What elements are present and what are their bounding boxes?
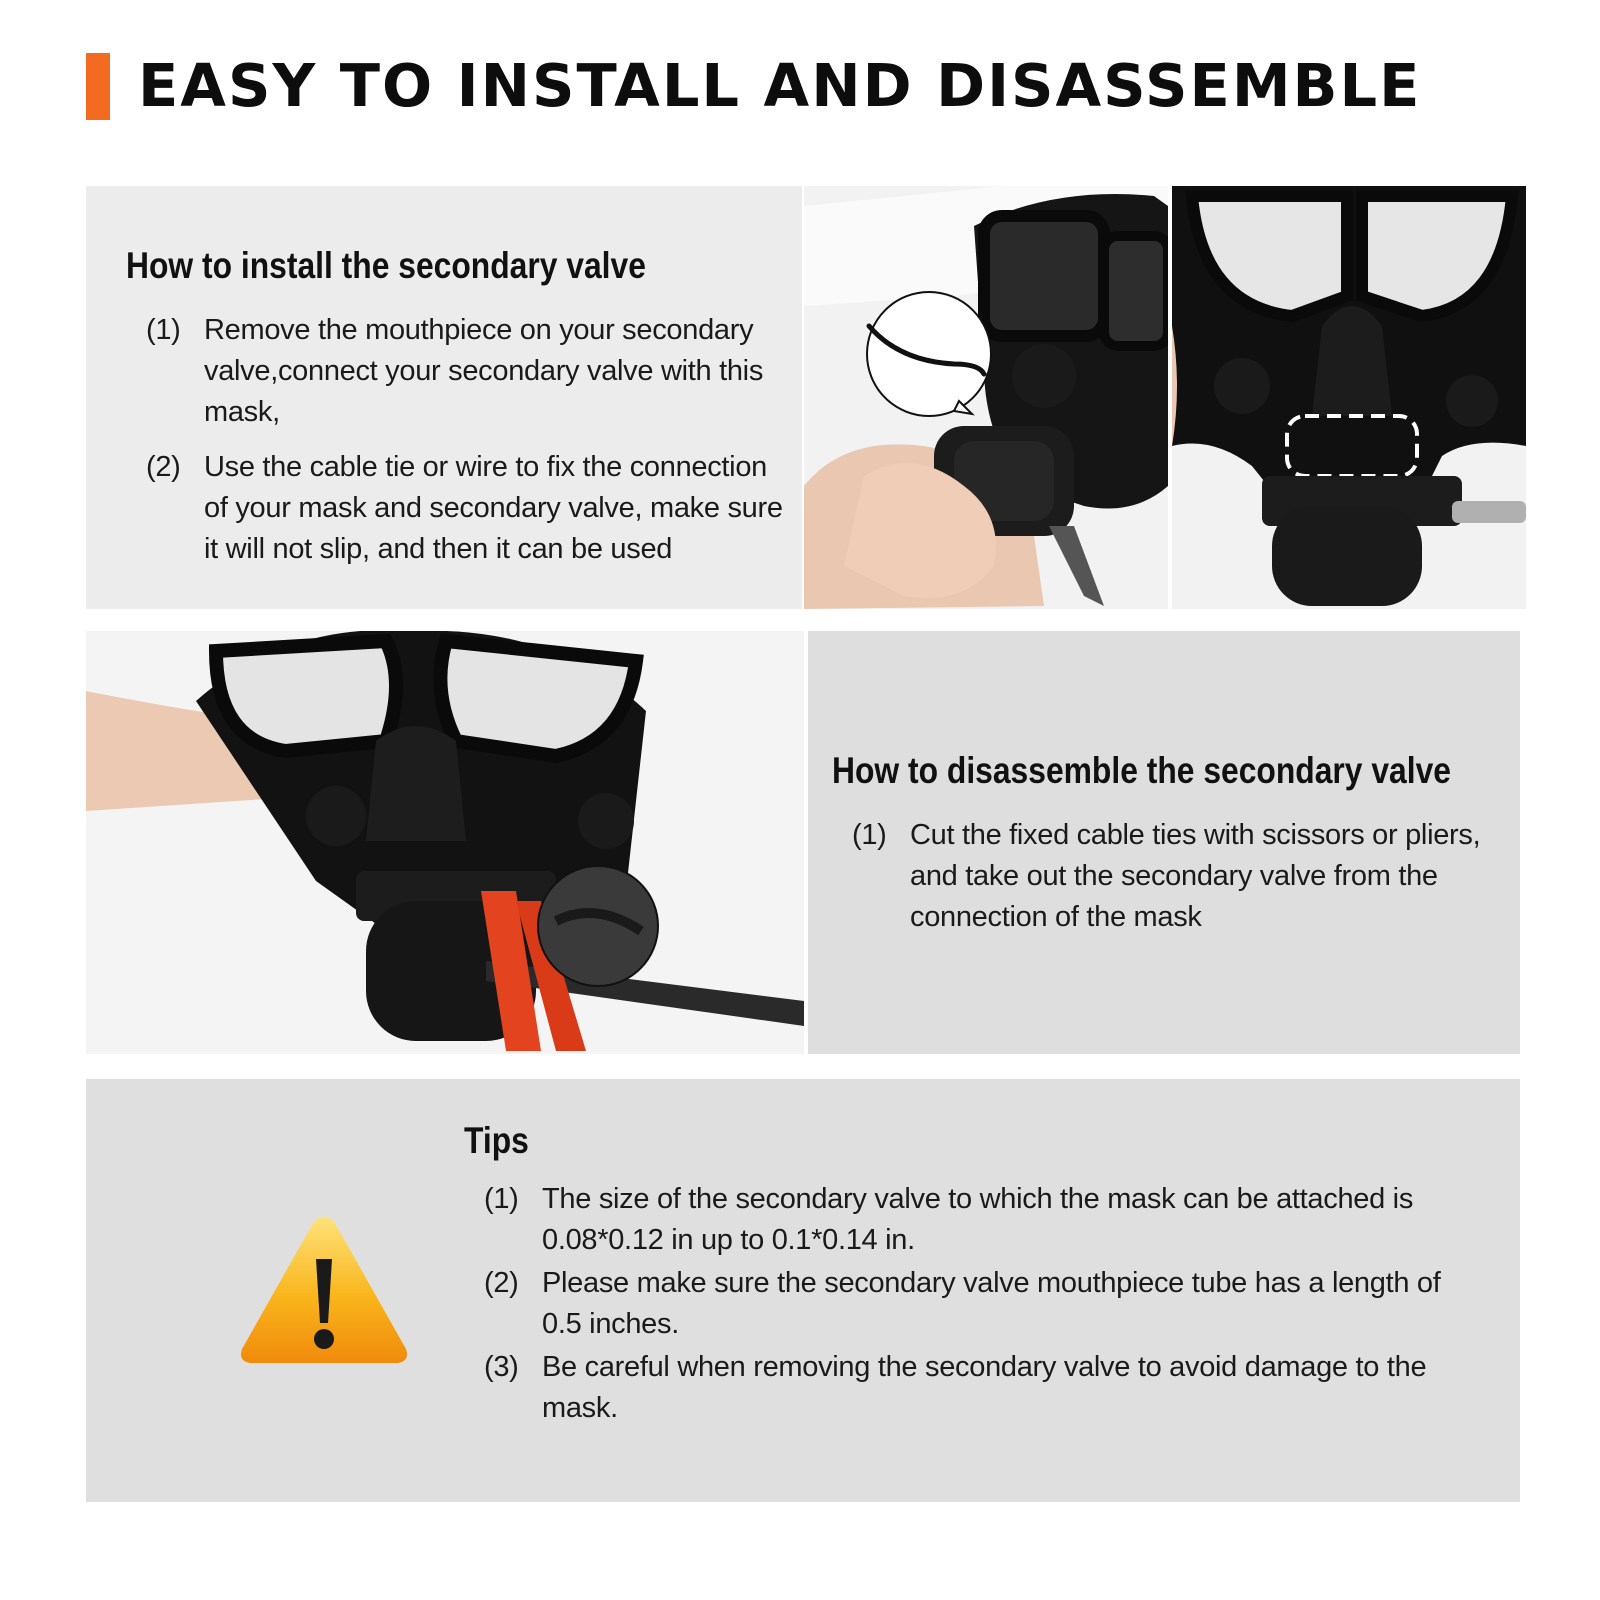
pliers-cutting-illustration: [86, 631, 804, 1054]
disassemble-photo: [86, 631, 804, 1054]
disassemble-panel: [808, 631, 1520, 1054]
step-text: Cut the fixed cable ties with scissors or pliers, and take out the secondary valve from the connection of the mask: [910, 819, 1481, 933]
tip-number: (3): [484, 1351, 519, 1383]
install-steps: [146, 310, 786, 584]
disassemble-steps: [852, 815, 1492, 952]
page-title: EASY TO INSTALL AND DISASSEMBLE: [138, 51, 1422, 120]
mask-with-cable-tie-illustration: [804, 186, 1168, 609]
mask-connection-illustration: [1172, 186, 1526, 609]
tip-item: [484, 1263, 1444, 1345]
install-photo-hand: [804, 186, 1168, 609]
tip-text: Be careful when removing the secondary valve to avoid damage to the mask.: [542, 1351, 1427, 1424]
warning-icon: [236, 1211, 412, 1371]
tips-list: [484, 1179, 1444, 1431]
disassemble-step: [852, 815, 1492, 938]
step-text: Remove the mouthpiece on your secondary valve,connect your secondary valve with this mask,: [204, 314, 764, 428]
tip-number: (2): [484, 1267, 519, 1299]
tip-item: [484, 1347, 1444, 1429]
tip-item: [484, 1179, 1444, 1261]
tip-text: The size of the secondary valve to which the mask can be attached is 0.08*0.12 in up to 0.1*0.14 in.: [542, 1183, 1414, 1256]
step-text: Use the cable tie or wire to fix the connection of your mask and secondary valve, make sure it will not slip, and then it can be used: [204, 451, 783, 565]
title-accent-bar: [86, 53, 110, 120]
step-number: (1): [852, 819, 887, 851]
disassemble-heading: How to disassemble the secondary valve: [832, 750, 1451, 791]
install-heading: How to install the secondary valve: [126, 245, 646, 286]
tip-number: (1): [484, 1183, 519, 1215]
tips-heading: Tips: [464, 1120, 529, 1161]
install-step: [146, 447, 786, 570]
install-panel: [86, 186, 802, 609]
install-photo-connection: [1172, 186, 1526, 609]
install-step: [146, 310, 786, 433]
tips-panel: [86, 1079, 1520, 1502]
tip-text: Please make sure the secondary valve mouthpiece tube has a length of 0.5 inches.: [542, 1267, 1441, 1340]
step-number: (2): [146, 451, 181, 483]
step-number: (1): [146, 314, 181, 346]
